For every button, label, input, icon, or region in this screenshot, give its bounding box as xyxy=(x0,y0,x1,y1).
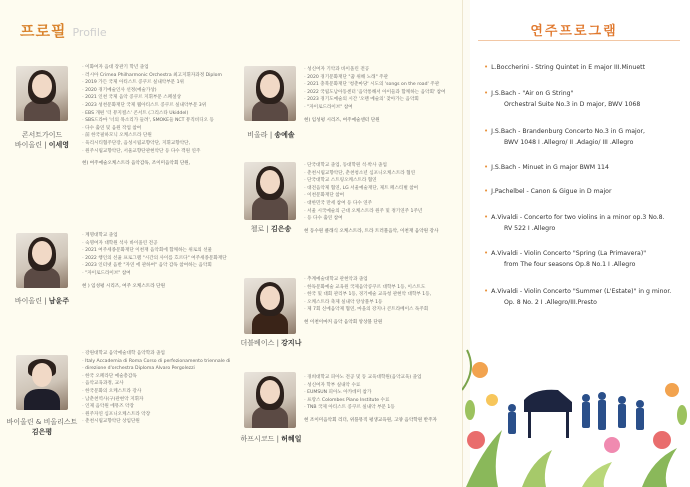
profile-info-line: - 2023 성천문화재단 국제 웹아티스트 콩쿠르 실내악부문 3위 xyxy=(82,102,222,110)
profile-info-line: - 제 7회 신예음악제 협연, 마을의 강지나 콘트라베이스 독주회 xyxy=(304,306,431,314)
profile-note: 현) 여주예술오케스트라 음악감독, 조이미음악회 단원, xyxy=(82,161,191,167)
profile-name: 송예솔 xyxy=(274,131,295,139)
profile-name: 김은송 xyxy=(271,225,292,233)
profile-info-line: - 대한민국 만세 참여 등 다수 연주 xyxy=(304,200,438,208)
profile-info-line: - 2021 충북문화재단 '청춘마당' 시도의 'songs on the road' 주관 xyxy=(304,81,445,89)
profile-info xyxy=(304,374,437,425)
profile-note: 현) 임성평 시리즈, 여주예술센터 단원 xyxy=(304,117,380,123)
profile-info-line: - 단국대학교 스트링오케스트라 협연 xyxy=(304,177,438,185)
profile-info-line: - 숙명여자 대학원 석사 바이올린 전공 xyxy=(82,240,227,248)
profile-info-line: - 다수 출연 및 음원 작업 참여 xyxy=(82,125,222,133)
profile-name: 허혜일 xyxy=(281,435,302,443)
profile-info-line: - 성신여자 기악과 바이올린 전공 xyxy=(304,66,445,74)
profile-info-line: - 2021 인천 국제 음악 콩쿠르 지휘부문 스페셜상 xyxy=(82,94,222,102)
profile-info-line: - 오케스트라 축제 실내악 앙상블부 1등 xyxy=(304,299,431,307)
profile-info-line: - 육리시티협주단장, 음성시립교향악단, 지휘교향악단, xyxy=(82,140,222,148)
profile-info xyxy=(82,350,230,426)
profile-info-line: - direzione d'orchestra Diploma Alvaro Pergolezzi xyxy=(82,365,230,373)
profile-note: 현 이천이마커 음악 음악회 앙상블 단원 xyxy=(304,319,383,325)
program-item-detail: Op. 8 No. 2 I .Allegro/III.Presto xyxy=(504,299,597,306)
profile-info-line: - 성신여자 학부 실내악 수료 xyxy=(304,382,437,390)
profile-role: 콘서트가이드 바이올린 | 이세영 xyxy=(14,131,70,149)
profile-info xyxy=(304,66,445,124)
program-item xyxy=(484,248,684,270)
profile-role: 하프시코드 | 허혜일 xyxy=(240,435,302,443)
profile-info-line: - SBS드라마 '너의 목소리가 들려', SMOKE들 NCT 뮤직비디오 등 xyxy=(82,117,222,125)
profile-info-line: - Italy Accademia di Roma Corso di perfezionamento triennale di xyxy=(82,358,230,366)
program-item-title: L.Boccherini - String Quintet in E major III.Minuett xyxy=(491,64,645,71)
bullet-icon: • xyxy=(484,287,489,295)
profile-info-line: - EUMSUN 피아노 아카데미 참가 xyxy=(304,389,437,397)
profile-info-line: - EBS 개편 '더 뮤지컬스' 콘서트 (그리스타 Ukiddel) xyxy=(82,110,222,118)
bullet-icon: • xyxy=(484,213,489,221)
profile-info-line: - 2019 가든 국제 아티스트 콩쿠르 실내악부문 1위 xyxy=(82,79,222,87)
profile-info-line: - 춘천시립교향악단, 춘천청소년 심포니오케스트라 협연 xyxy=(304,170,438,178)
profile-photo xyxy=(244,66,296,121)
profile-info-line: - 서울 시국예술의 근대 오케스트라 원주 및 정기연주 1주년 xyxy=(304,208,438,216)
bullet-icon: • xyxy=(484,163,489,171)
program-item-detail: Orchestral Suite No.3 in D major, BWV 1068 xyxy=(504,101,641,108)
profile-info-line: - 2021 여주세종문화재단 이천재 음악회에 함께하는 위로의 선물 xyxy=(82,247,227,255)
program-item-title: A.Vivaldi - Concerto for two violins in a minor op.3 No.8. xyxy=(491,214,665,221)
profile-info xyxy=(304,162,438,235)
program-item xyxy=(484,186,684,197)
profile-info-line: - "자이로드라이브" 참여 xyxy=(82,270,227,278)
profile-photo xyxy=(244,278,296,334)
program-title: 연주프로그램 xyxy=(530,24,618,39)
bullet-icon: • xyxy=(484,63,489,71)
profile-info-line: - 한국문화의 오케스트라 강사 xyxy=(82,388,230,396)
profile-info-line: - 한국 및 대회 관리부 1등, 경기예술 교육청 관현악 대학부 1등, xyxy=(304,291,431,299)
profile-info-line: - 대전음악제 협연, LG 서울예술재단, 제트 페스티벌 참여 xyxy=(304,185,438,193)
bullet-icon: • xyxy=(484,187,489,195)
profile-info-line: - 2020 경기문화재단 "꿈 위해 노래" 주관 xyxy=(304,74,445,82)
bullet-icon: • xyxy=(484,89,489,97)
profile-info-line: - 추계예술대학교 관현악과 졸업 xyxy=(304,276,431,284)
program-item-title: J.Pachelbel - Canon & Gigue in D major xyxy=(491,188,612,195)
program-item xyxy=(484,162,684,173)
profile-photo xyxy=(16,66,68,121)
profile-info-line: - 러시아 Crimea Philharmonic Orchestra 최고지휘자과정 Diplom xyxy=(82,72,222,80)
grand-piano-icon xyxy=(524,390,572,438)
program-item xyxy=(484,126,684,148)
profile-info-line: - 2022 국립도남아동센터 '음악통해서 아이들과 함께하는 음악회' 참여 xyxy=(304,89,445,97)
profile-info-line: - 前 한국필하모닉 오케스트라 단원 xyxy=(82,132,222,140)
profile-photo xyxy=(16,233,68,288)
profile-info-line: - 춘천시립교향악단 상임단원 xyxy=(82,418,230,426)
program-item-title: J.S.Bach - "Air on G String" xyxy=(491,90,574,97)
profile-info-line: - 계명대학교 졸업 xyxy=(82,232,227,240)
flower-decoration xyxy=(462,350,687,487)
profile-title: 프로필 Profile xyxy=(20,22,107,40)
profile-name: 강지나 xyxy=(281,339,302,347)
profile-photo xyxy=(244,372,296,428)
program-item xyxy=(484,212,684,234)
profile-info xyxy=(82,64,222,168)
profile-name: 이세영 xyxy=(48,141,70,149)
profile-info-line: - 인제 음악원 에뮤즈 악장 xyxy=(82,403,230,411)
profile-info-line: - 이천문화재단 참여 xyxy=(304,192,438,200)
program-item-title: A.Vivaldi - Violin Concerto "Spring (La Primavera)" xyxy=(491,250,647,257)
profile-role: 더블베이스 | 강지나 xyxy=(240,339,302,347)
profile-role: 첼로 | 김은송 xyxy=(250,225,292,233)
profile-note: 현 ) 임성평 시리즈, 여주 오케스트라 단원 xyxy=(82,283,166,289)
program-item xyxy=(484,286,684,308)
profile-info-line: - 단국대학교 졸업, 동대학원 석·박사 졸업 xyxy=(304,162,438,170)
program-item-title: J.S.Bach - Brandenburg Concerto No.3 in G major, xyxy=(491,128,646,135)
profile-info-line: - 2023 경기도예술의 시간 '오랜 예술의' 찾아가는 음악회 xyxy=(304,96,445,104)
profile-info-line: - 한국 오페라단 예술총감독 xyxy=(82,373,230,381)
profile-info-line: - 강원대학교 음악예술대학 음악학과 졸업 xyxy=(82,350,230,358)
profile-photo xyxy=(16,355,68,410)
profile-info-line: - 남춘천역사(구)관현악 지휘자 xyxy=(82,396,230,404)
program-item-detail: RV 522 I .Allegro xyxy=(504,225,556,232)
program-item xyxy=(484,62,684,73)
profile-info-line: - 음악교육과정, 교사 xyxy=(82,380,230,388)
profile-info-line: - 원주자연 심포니오케스트라 악장 xyxy=(82,411,230,419)
profile-info-line: - 경희대학교 피아노 전공 및 동 교육대학원(음악교육) 졸업 xyxy=(304,374,437,382)
profile-info-line: - 등 다수 출연 참여 xyxy=(304,215,438,223)
bullet-icon: • xyxy=(484,249,489,257)
profile-role: 바이올린 | 남윤주 xyxy=(14,297,70,305)
profile-info-line: - 2022 행인의 선율 프로그램 "시간의 사이를 흐르다" 여주세종문화재단 xyxy=(82,255,227,263)
profile-role: 바이올린 & 비올리스트 김은평 xyxy=(6,418,78,436)
profile-info-line: - 한독문화예술 교육원 국제음악콩쿠르 대학부 1등, 이스트도 xyxy=(304,284,431,292)
profile-note: 현 동수원 클래식 오케스트라, 트라 트러블음악, 이천재 음악원 강사 xyxy=(304,228,439,234)
program-title-rule xyxy=(478,40,680,41)
profile-name: 남윤주 xyxy=(48,297,70,305)
bullet-icon: • xyxy=(484,127,489,135)
program-item xyxy=(484,88,684,110)
profile-info-line: - 프랑스 Colombes Piano Institute 수료 xyxy=(304,397,437,405)
profile-info-line: - 2020 경기예술인사 선정(예술가상) xyxy=(82,87,222,95)
profile-note: 현 조이미음악회 리더, 위플뮤직 평생교육원, 고양 음악학원 반주자 xyxy=(304,417,437,423)
profile-info-line: - "자이로드라이브" 참여 xyxy=(304,104,445,112)
profile-info-line: - 2023 인터넷 음반 "자연 에 관하여" 음악 감독 참여하는 음악회 xyxy=(82,262,227,270)
profile-info xyxy=(82,232,227,290)
profile-info xyxy=(304,276,431,327)
profile-info-line: - 원주시립교향악단, 서울교향단관현악단 등 다수 객원 연주 xyxy=(82,148,222,156)
profile-photo xyxy=(244,162,296,220)
profile-info-line: - 이화여자 음대 장관기 학년 졸업 xyxy=(82,64,222,72)
program-item-detail: from The four seasons Op.8 No.1 I .Allegro xyxy=(504,261,636,268)
profile-info-line: - TNB 국제 아티스트 콩쿠르 실내악 부문 1등 xyxy=(304,404,437,412)
program-item-title: J.S.Bach - Minuet in G major BWM 114 xyxy=(491,164,609,171)
program-item-title: A.Vivaldi - Violin Concerto "Summer (L'Estate)" in g minor. xyxy=(491,288,672,295)
program-item-detail: BWV 1048 I .Allegro/ II .Adagio/ III .Allegro xyxy=(504,139,634,146)
profile-name: 김은평 xyxy=(31,428,53,436)
concert-illustration xyxy=(462,330,690,487)
profile-subtitle: Profile xyxy=(72,26,107,39)
profile-role: 비올라 | 송예솔 xyxy=(247,131,295,139)
